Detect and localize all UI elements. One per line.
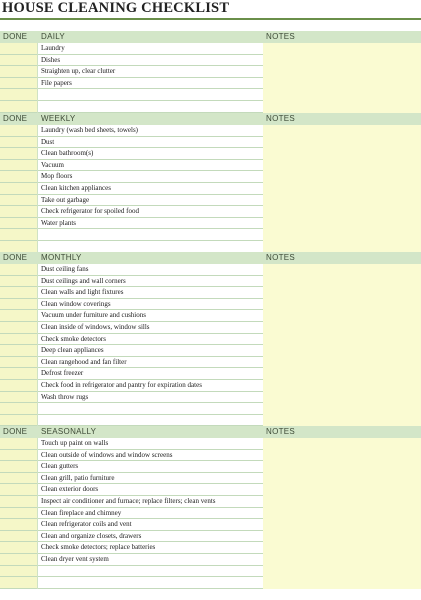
task-row[interactable] (0, 473, 263, 485)
task-label: Check smoke detectors; replace batteries (41, 543, 156, 552)
notes-column-header: NOTES (266, 427, 296, 436)
task-label: Clean rangehood and fan filter (41, 357, 127, 366)
task-row[interactable] (0, 566, 263, 578)
task-label: Check food in refrigerator and pantry for expiration dates (41, 381, 202, 389)
page-title: HOUSE CLEANING CHECKLIST (2, 0, 230, 16)
task-row[interactable] (0, 450, 263, 462)
column-divider (37, 438, 38, 589)
task-row[interactable] (0, 101, 263, 113)
section-header (0, 31, 421, 43)
task-row[interactable] (0, 78, 263, 90)
task-label: Clean kitchen appliances (41, 184, 111, 192)
task-row[interactable] (0, 299, 263, 311)
task-label: Dust (41, 137, 55, 146)
task-label: Water plants (41, 218, 77, 227)
task-row[interactable] (0, 160, 263, 172)
notes-area[interactable] (263, 438, 421, 589)
task-label: Check smoke detectors (41, 334, 106, 343)
task-row[interactable] (0, 66, 263, 78)
task-label: Straighten up, clear clutter (41, 67, 116, 76)
task-row[interactable] (0, 218, 263, 230)
task-label: Clean refrigerator coils and vent (41, 520, 132, 529)
task-row[interactable] (0, 287, 263, 299)
task-row[interactable] (0, 392, 263, 404)
task-row[interactable] (0, 229, 263, 241)
done-column-header: DONE (3, 253, 28, 262)
task-label: Deep clean appliances (41, 346, 104, 355)
task-label: Dust ceilings and wall corners (41, 276, 126, 285)
notes-area[interactable] (263, 125, 421, 253)
task-label: Clean fireplace and chimney (41, 508, 122, 517)
task-label: Wash throw rugs (41, 392, 89, 401)
done-column-header: DONE (3, 427, 28, 436)
task-row[interactable] (0, 438, 263, 450)
section-title: WEEKLY (41, 114, 76, 123)
task-row[interactable] (0, 577, 263, 589)
task-label: Clean dryer vent system (41, 555, 109, 563)
task-row[interactable] (0, 403, 263, 415)
task-label: File papers (41, 78, 72, 87)
task-row[interactable] (0, 484, 263, 496)
task-row[interactable] (0, 206, 263, 218)
task-row[interactable] (0, 334, 263, 346)
task-row[interactable] (0, 171, 263, 183)
task-label: Dust ceiling fans (41, 265, 89, 273)
task-row[interactable] (0, 125, 263, 137)
task-label: Check refrigerator for spoiled food (41, 207, 139, 216)
notes-column-header: NOTES (266, 114, 296, 123)
task-row[interactable] (0, 554, 263, 566)
task-row[interactable] (0, 519, 263, 531)
task-row[interactable] (0, 55, 263, 67)
task-row[interactable] (0, 310, 263, 322)
notes-column-header: NOTES (266, 32, 296, 41)
task-label: Clean and organize closets, drawers (41, 531, 142, 540)
task-label: Mop floors (41, 172, 73, 181)
title-divider (0, 18, 421, 20)
task-label: Clean outside of windows and window screens (41, 450, 173, 459)
done-column-header: DONE (3, 32, 28, 41)
task-label: Clean bathroom(s) (41, 149, 94, 158)
task-row[interactable] (0, 89, 263, 101)
task-row[interactable] (0, 264, 263, 276)
section-daily (0, 31, 421, 113)
task-row[interactable] (0, 322, 263, 334)
task-label: Clean walls and light fixtures (41, 288, 124, 297)
task-label: Laundry (wash bed sheets, towels) (41, 126, 139, 134)
task-row[interactable] (0, 137, 263, 149)
done-column-header: DONE (3, 114, 28, 123)
task-row[interactable] (0, 508, 263, 520)
task-row[interactable] (0, 461, 263, 473)
notes-area[interactable] (263, 43, 421, 113)
section-monthly (0, 252, 421, 426)
task-row[interactable] (0, 368, 263, 380)
task-label: Inspect air conditioner and furnace; replace filters; clean vents (41, 497, 216, 505)
task-label: Clean grill, patio furniture (41, 473, 115, 482)
task-label: Clean exterior doors (41, 485, 99, 494)
task-row[interactable] (0, 380, 263, 392)
section-seasonally (0, 426, 421, 589)
column-divider (37, 43, 38, 113)
task-label: Vacuum under furniture and cushions (41, 311, 146, 320)
task-label: Clean inside of windows, window sills (41, 323, 150, 331)
task-row[interactable] (0, 195, 263, 207)
column-divider (37, 125, 38, 253)
section-header (0, 252, 421, 264)
task-row[interactable] (0, 415, 263, 427)
task-row[interactable] (0, 496, 263, 508)
notes-column-header: NOTES (266, 253, 296, 262)
section-header (0, 426, 421, 438)
section-title: MONTHLY (41, 253, 82, 262)
task-row[interactable] (0, 276, 263, 288)
section-header (0, 113, 421, 125)
task-row[interactable] (0, 148, 263, 160)
section-title: SEASONALLY (41, 427, 97, 436)
task-label: Take out garbage (41, 195, 90, 204)
column-divider (37, 264, 38, 426)
task-label: Clean window coverings (41, 299, 111, 308)
task-row[interactable] (0, 531, 263, 543)
task-row[interactable] (0, 183, 263, 195)
task-label: Laundry (41, 44, 65, 52)
task-row[interactable] (0, 43, 263, 55)
section-weekly (0, 113, 421, 253)
task-row[interactable] (0, 241, 263, 253)
task-row[interactable] (0, 357, 263, 369)
task-label: Dishes (41, 55, 61, 64)
task-label: Defrost freezer (41, 369, 84, 378)
task-row[interactable] (0, 542, 263, 554)
task-label: Vacuum (41, 160, 64, 169)
task-label: Touch up paint on walls (41, 439, 109, 447)
notes-area[interactable] (263, 264, 421, 426)
task-row[interactable] (0, 345, 263, 357)
task-label: Clean gutters (41, 462, 79, 471)
section-title: DAILY (41, 32, 66, 41)
